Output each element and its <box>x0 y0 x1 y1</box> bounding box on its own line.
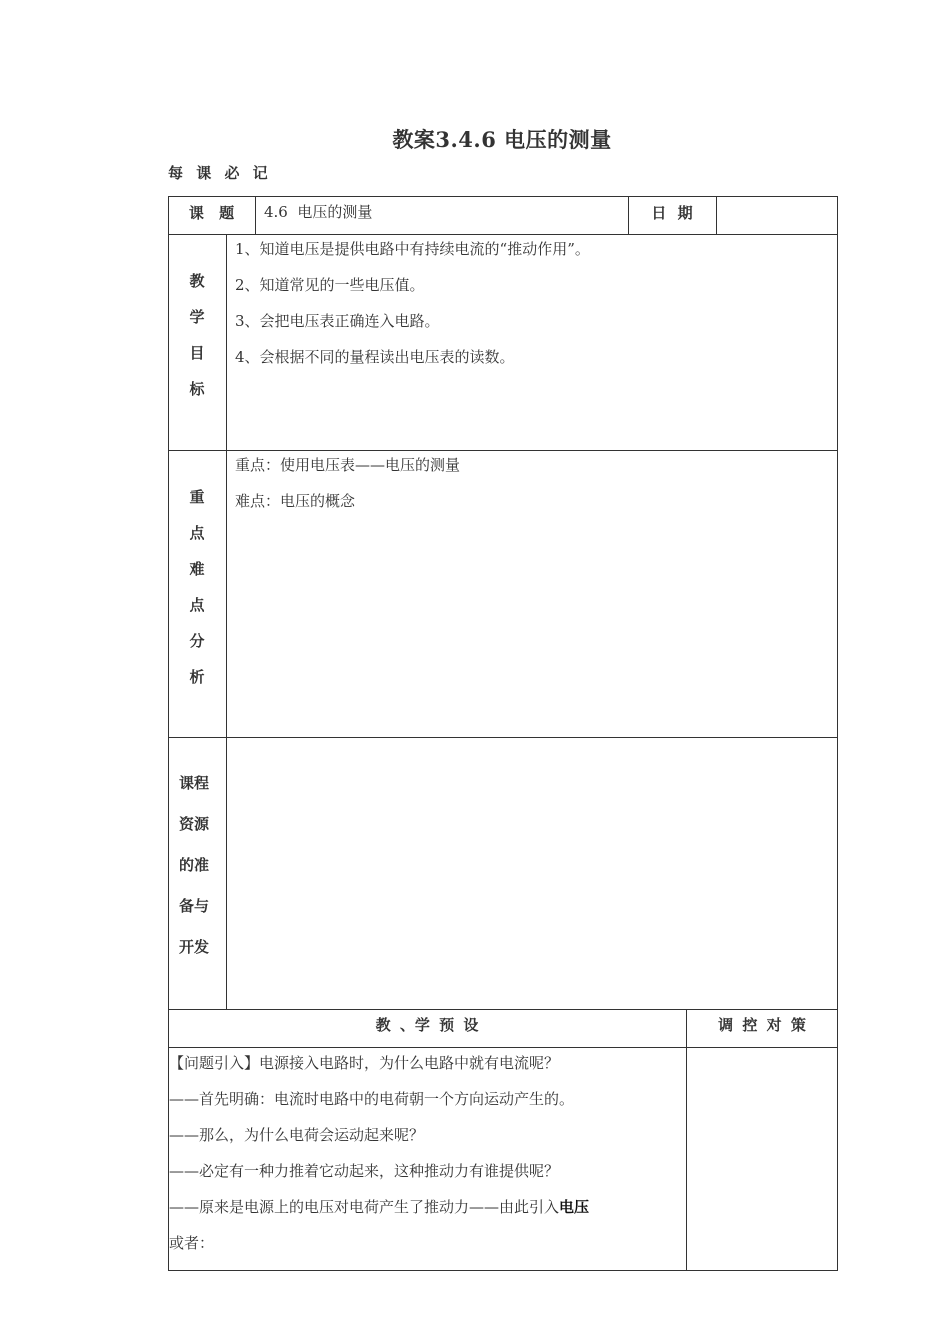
row-divider <box>168 234 838 235</box>
key-points-label: 重 点 难 点 分 析 <box>189 488 205 686</box>
objective-item: 2、知道常见的一些电压值。 <box>235 276 425 294</box>
design-line: ——必定有一种力推着它动起来，这种推动力有谁提供呢？ <box>169 1162 560 1180</box>
key-point-item: 难点：电压的概念 <box>235 492 356 510</box>
highlighted-term: 电压 <box>559 1198 590 1216</box>
column-divider <box>255 196 256 234</box>
section-subheading: 每 课 必 记 <box>168 164 268 182</box>
resources-label: 课程 资源 的准 备与 开发 <box>178 774 209 956</box>
topic-label: 课 题 <box>188 204 235 222</box>
objective-item: 3、会把电压表正确连入电路。 <box>235 312 440 330</box>
design-header-left: 教 、学 预 设 <box>375 1016 479 1034</box>
design-line-text: ——原来是电源上的电压对电荷产生了推动力——由此引入 <box>169 1198 560 1216</box>
design-header-right: 调 控 对 策 <box>718 1016 806 1034</box>
date-label: 日 期 <box>651 204 693 222</box>
column-divider <box>226 234 227 1010</box>
column-divider <box>686 1009 687 1271</box>
design-line: ——那么，为什么电荷会运动起来呢？ <box>169 1126 425 1144</box>
design-line: 或者： <box>169 1234 215 1252</box>
topic-value: 4.6 电压的测量 <box>264 203 373 221</box>
row-divider <box>168 737 838 738</box>
row-divider <box>168 450 838 451</box>
objective-item: 1、知道电压是提供电路中有持续电流的“推动作用”。 <box>235 240 590 258</box>
key-point-item: 重点：使用电压表——电压的测量 <box>235 456 461 474</box>
page-title: 教案3.4.6 电压的测量 <box>392 127 612 152</box>
design-line: 【问题引入】电源接入电路时，为什么电路中就有电流呢？ <box>169 1054 560 1072</box>
design-line: ——首先明确：电流时电路中的电荷朝一个方向运动产生的。 <box>169 1090 575 1108</box>
objectives-label: 教 学 目 标 <box>189 272 205 398</box>
objective-item: 4、会根据不同的量程读出电压表的读数。 <box>235 348 515 366</box>
column-divider <box>716 196 717 234</box>
row-divider <box>168 1047 838 1048</box>
design-line <box>169 1196 589 1217</box>
